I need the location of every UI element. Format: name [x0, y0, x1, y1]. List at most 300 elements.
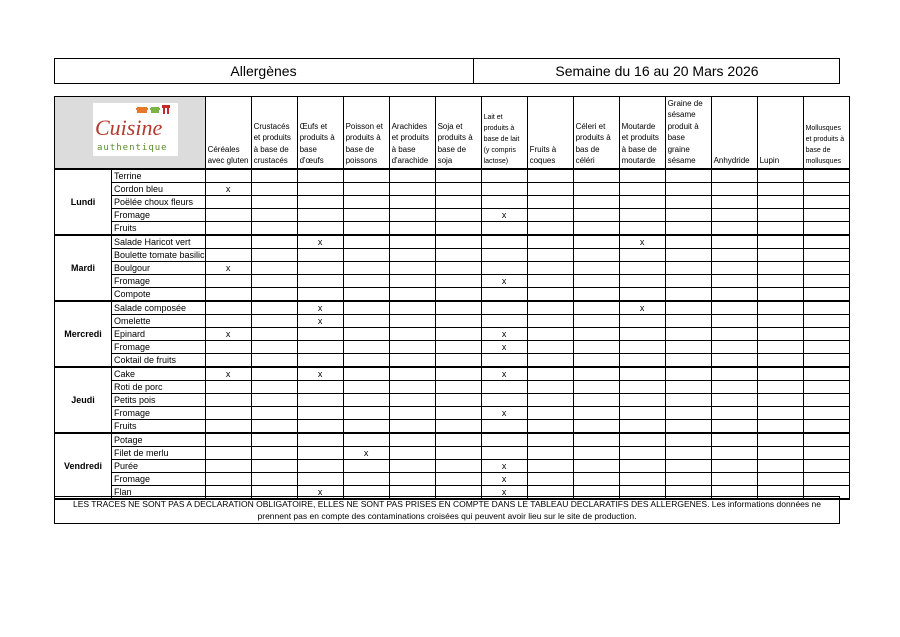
allergen-column-header: Poisson et produits à base de poissons — [343, 97, 389, 169]
allergen-mark-cell — [757, 287, 803, 301]
allergen-mark-cell — [251, 459, 297, 472]
allergen-mark-cell — [205, 393, 251, 406]
allergen-mark-cell — [573, 287, 619, 301]
allergen-mark-cell: x — [343, 446, 389, 459]
allergen-mark-cell — [205, 472, 251, 485]
dish-label: Fromage — [112, 406, 206, 419]
allergen-mark-cell — [619, 287, 665, 301]
allergen-mark-cell — [665, 419, 711, 433]
allergen-mark-cell — [205, 235, 251, 249]
allergen-mark-cell — [343, 287, 389, 301]
allergen-mark-cell — [435, 195, 481, 208]
allergen-mark-cell — [665, 433, 711, 447]
allergen-mark-cell — [573, 340, 619, 353]
allergen-mark-cell — [711, 169, 757, 183]
allergen-mark-cell — [803, 261, 849, 274]
allergen-mark-cell — [251, 301, 297, 315]
allergen-mark-cell: x — [619, 301, 665, 315]
allergen-mark-cell — [251, 406, 297, 419]
allergen-column-header: Céleri et produits à bas de céléri — [573, 97, 619, 169]
allergen-mark-cell — [251, 314, 297, 327]
allergen-mark-cell — [481, 314, 527, 327]
table-row — [55, 340, 850, 353]
allergen-mark-cell — [205, 221, 251, 235]
allergen-mark-cell: x — [481, 274, 527, 287]
allergen-mark-cell — [297, 248, 343, 261]
allergen-mark-cell — [251, 221, 297, 235]
allergen-mark-cell — [205, 301, 251, 315]
allergen-column-header: Soja et produits à base de soja — [435, 97, 481, 169]
table-row — [55, 261, 850, 274]
dish-label: Fromage — [112, 340, 206, 353]
allergen-mark-cell — [803, 406, 849, 419]
allergen-mark-cell — [619, 446, 665, 459]
allergen-mark-cell — [803, 287, 849, 301]
allergen-mark-cell — [711, 221, 757, 235]
allergen-mark-cell — [481, 195, 527, 208]
day-label: Mardi — [55, 235, 112, 301]
allergen-mark-cell — [527, 261, 573, 274]
allergen-mark-cell — [665, 314, 711, 327]
allergen-mark-cell — [711, 459, 757, 472]
allergen-mark-cell — [527, 472, 573, 485]
allergen-mark-cell — [205, 248, 251, 261]
allergen-mark-cell — [619, 208, 665, 221]
dish-label: Boulgour — [112, 261, 206, 274]
allergen-table — [54, 96, 850, 500]
allergen-mark-cell — [803, 195, 849, 208]
allergen-mark-cell — [757, 327, 803, 340]
allergen-mark-cell — [665, 274, 711, 287]
dish-label: Salade Haricot vert — [112, 235, 206, 249]
day-label: Lundi — [55, 169, 112, 235]
allergen-mark-cell — [527, 195, 573, 208]
table-row — [55, 353, 850, 367]
allergen-mark-cell — [757, 419, 803, 433]
allergen-mark-cell — [757, 208, 803, 221]
allergen-mark-cell — [251, 367, 297, 381]
allergen-mark-cell — [435, 327, 481, 340]
allergen-mark-cell — [435, 261, 481, 274]
allergen-mark-cell — [665, 221, 711, 235]
allergen-mark-cell — [665, 195, 711, 208]
allergen-mark-cell — [343, 353, 389, 367]
day-label: Mercredi — [55, 301, 112, 367]
allergen-mark-cell — [619, 433, 665, 447]
allergen-mark-cell — [527, 169, 573, 183]
allergen-mark-cell — [711, 274, 757, 287]
allergen-mark-cell — [205, 406, 251, 419]
allergen-mark-cell — [803, 169, 849, 183]
allergen-mark-cell — [527, 274, 573, 287]
allergen-mark-cell: x — [481, 406, 527, 419]
allergen-mark-cell — [205, 353, 251, 367]
allergen-mark-cell — [251, 353, 297, 367]
allergen-mark-cell — [389, 406, 435, 419]
allergen-mark-cell — [297, 261, 343, 274]
allergen-mark-cell: x — [481, 340, 527, 353]
allergen-mark-cell — [803, 327, 849, 340]
allergen-mark-cell — [573, 208, 619, 221]
allergen-mark-cell — [435, 182, 481, 195]
allergen-mark-cell — [343, 208, 389, 221]
allergen-mark-cell — [205, 340, 251, 353]
allergen-mark-cell — [343, 235, 389, 249]
allergen-mark-cell — [527, 433, 573, 447]
dish-label: Petits pois — [112, 393, 206, 406]
allergen-mark-cell — [205, 459, 251, 472]
allergen-mark-cell — [481, 221, 527, 235]
allergen-mark-cell — [251, 472, 297, 485]
table-row — [55, 314, 850, 327]
allergen-mark-cell — [251, 261, 297, 274]
allergen-mark-cell — [251, 248, 297, 261]
allergen-mark-cell — [343, 261, 389, 274]
allergen-mark-cell — [251, 287, 297, 301]
allergen-mark-cell — [803, 472, 849, 485]
allergen-mark-cell — [343, 393, 389, 406]
table-row — [55, 208, 850, 221]
footer-note: LES TRACES NE SONT PAS A DECLARATION OBLIGATOIRE, ELLES NE SONT PAS PRISES EN COMPTE DANS LE TABLEAU DECLARATIFS DES ALLERGENES. Les informations données ne prennent pas en compte des contaminations croisées qui peuvent avoir lieu sur le site de production. — [54, 496, 840, 524]
allergen-mark-cell — [757, 393, 803, 406]
allergen-mark-cell — [527, 314, 573, 327]
allergen-mark-cell — [251, 235, 297, 249]
logo-cell — [55, 97, 206, 169]
dish-label: Poëlée choux fleurs — [112, 195, 206, 208]
table-row — [55, 446, 850, 459]
allergen-mark-cell — [573, 274, 619, 287]
allergen-mark-cell — [711, 433, 757, 447]
allergen-mark-cell — [757, 274, 803, 287]
allergen-mark-cell — [711, 340, 757, 353]
allergen-mark-cell — [527, 327, 573, 340]
allergen-mark-cell — [619, 248, 665, 261]
allergen-mark-cell — [297, 208, 343, 221]
allergen-mark-cell: x — [619, 235, 665, 249]
allergen-mark-cell — [343, 301, 389, 315]
allergen-mark-cell — [665, 287, 711, 301]
allergen-mark-cell — [251, 208, 297, 221]
allergen-mark-cell — [251, 274, 297, 287]
allergen-mark-cell — [297, 182, 343, 195]
allergen-mark-cell — [251, 169, 297, 183]
allergen-mark-cell — [343, 221, 389, 235]
dish-label: Terrine — [112, 169, 206, 183]
allergen-mark-cell — [803, 459, 849, 472]
allergen-mark-cell — [481, 248, 527, 261]
allergen-mark-cell — [389, 433, 435, 447]
allergen-mark-cell — [757, 248, 803, 261]
allergen-mark-cell — [343, 472, 389, 485]
allergen-mark-cell — [205, 380, 251, 393]
allergen-mark-cell — [205, 446, 251, 459]
allergen-mark-cell — [757, 353, 803, 367]
allergen-mark-cell — [803, 208, 849, 221]
allergen-mark-cell — [711, 261, 757, 274]
allergen-mark-cell — [481, 301, 527, 315]
allergen-mark-cell — [205, 208, 251, 221]
allergen-mark-cell — [481, 393, 527, 406]
allergen-mark-cell — [389, 301, 435, 315]
allergen-mark-cell — [619, 221, 665, 235]
allergen-mark-cell — [389, 274, 435, 287]
allergen-mark-cell — [573, 195, 619, 208]
allergen-mark-cell — [205, 287, 251, 301]
allergen-mark-cell — [389, 169, 435, 183]
allergen-mark-cell — [619, 274, 665, 287]
allergen-mark-cell — [251, 393, 297, 406]
allergen-mark-cell: x — [297, 367, 343, 381]
allergen-mark-cell — [343, 182, 389, 195]
allergen-mark-cell — [757, 221, 803, 235]
allergen-mark-cell — [527, 301, 573, 315]
allergen-column-header: Arachides et produits à base d'arachide — [389, 97, 435, 169]
allergen-mark-cell — [665, 182, 711, 195]
allergen-mark-cell — [619, 380, 665, 393]
allergen-mark-cell — [205, 274, 251, 287]
allergen-mark-cell — [435, 353, 481, 367]
allergen-mark-cell — [665, 248, 711, 261]
allergen-mark-cell — [389, 327, 435, 340]
allergen-mark-cell — [251, 182, 297, 195]
allergen-mark-cell — [711, 195, 757, 208]
dish-label: Compote — [112, 287, 206, 301]
allergen-mark-cell — [573, 367, 619, 381]
allergen-mark-cell — [297, 380, 343, 393]
allergen-mark-cell — [527, 459, 573, 472]
cuisine-authentique-logo — [57, 97, 201, 163]
allergen-mark-cell — [389, 195, 435, 208]
allergen-mark-cell — [251, 446, 297, 459]
dish-label: Fruits — [112, 419, 206, 433]
allergen-mark-cell — [389, 380, 435, 393]
allergen-mark-cell — [619, 419, 665, 433]
allergen-column-header: Graine de sésame produit à base graine sésame — [665, 97, 711, 169]
allergen-mark-cell — [297, 353, 343, 367]
allergen-mark-cell — [573, 182, 619, 195]
allergen-column-header: Lupin — [757, 97, 803, 169]
allergen-mark-cell — [803, 274, 849, 287]
allergen-mark-cell — [435, 393, 481, 406]
allergen-mark-cell — [527, 248, 573, 261]
allergen-mark-cell — [803, 301, 849, 315]
table-row — [55, 406, 850, 419]
allergen-mark-cell — [573, 327, 619, 340]
allergen-mark-cell: x — [481, 208, 527, 221]
allergen-mark-cell — [481, 235, 527, 249]
allergen-mark-cell — [343, 274, 389, 287]
allergen-mark-cell — [481, 287, 527, 301]
allergen-mark-cell — [527, 419, 573, 433]
allergen-mark-cell — [527, 446, 573, 459]
allergen-mark-cell — [297, 221, 343, 235]
allergen-mark-cell — [665, 340, 711, 353]
allergen-column-header: Œufs et produits à base d'œufs — [297, 97, 343, 169]
allergen-mark-cell — [573, 248, 619, 261]
allergen-mark-cell — [297, 459, 343, 472]
allergen-mark-cell — [251, 433, 297, 447]
allergen-mark-cell — [757, 459, 803, 472]
allergen-mark-cell — [435, 301, 481, 315]
allergen-mark-cell — [573, 459, 619, 472]
allergen-mark-cell — [527, 208, 573, 221]
allergen-mark-cell — [389, 314, 435, 327]
allergen-mark-cell — [573, 353, 619, 367]
table-row — [55, 327, 850, 340]
allergen-mark-cell — [389, 340, 435, 353]
allergen-column-header: Fruits à coques — [527, 97, 573, 169]
allergen-mark-cell — [665, 393, 711, 406]
allergen-mark-cell — [711, 367, 757, 381]
allergen-column-header: Céréales avec gluten — [205, 97, 251, 169]
allergen-mark-cell — [711, 353, 757, 367]
allergen-mark-cell — [665, 380, 711, 393]
allergen-mark-cell — [803, 248, 849, 261]
table-row — [55, 380, 850, 393]
day-label: Jeudi — [55, 367, 112, 433]
allergen-mark-cell — [803, 367, 849, 381]
allergen-mark-cell — [757, 433, 803, 447]
dish-label: Epinard — [112, 327, 206, 340]
logo-text-sub: authentique — [97, 143, 168, 153]
allergen-mark-cell — [619, 472, 665, 485]
allergen-mark-cell — [389, 459, 435, 472]
allergen-mark-cell — [573, 261, 619, 274]
allergen-mark-cell — [343, 459, 389, 472]
allergen-mark-cell — [757, 182, 803, 195]
allergen-mark-cell — [389, 446, 435, 459]
dish-label: Cordon bleu — [112, 182, 206, 195]
allergen-mark-cell — [711, 393, 757, 406]
allergen-mark-cell — [573, 235, 619, 249]
allergen-mark-cell — [665, 459, 711, 472]
allergen-mark-cell — [573, 301, 619, 315]
page-title: Allergènes — [230, 63, 297, 79]
allergen-mark-cell — [757, 472, 803, 485]
allergen-mark-cell — [527, 353, 573, 367]
allergen-mark-cell: x — [205, 261, 251, 274]
allergen-mark-cell — [573, 221, 619, 235]
allergen-column-header: Mollusques et produits à base de mollusques — [803, 97, 849, 169]
allergen-mark-cell — [389, 353, 435, 367]
allergen-mark-cell — [389, 287, 435, 301]
allergen-column-header: Anhydride — [711, 97, 757, 169]
allergen-mark-cell — [757, 314, 803, 327]
allergen-mark-cell: x — [481, 459, 527, 472]
day-label: Vendredi — [55, 433, 112, 499]
allergen-mark-cell — [665, 353, 711, 367]
allergen-mark-cell — [527, 235, 573, 249]
allergen-mark-cell — [573, 433, 619, 447]
dish-label: Filet de merlu — [112, 446, 206, 459]
allergen-mark-cell — [619, 393, 665, 406]
allergen-mark-cell — [343, 340, 389, 353]
allergen-mark-cell — [389, 248, 435, 261]
allergen-mark-cell — [297, 472, 343, 485]
allergen-mark-cell — [665, 261, 711, 274]
allergen-mark-cell — [481, 380, 527, 393]
allergen-mark-cell — [573, 406, 619, 419]
allergen-mark-cell — [711, 301, 757, 315]
dish-label: Boulette tomate basilic — [112, 248, 206, 261]
allergen-mark-cell — [757, 301, 803, 315]
allergen-mark-cell — [251, 419, 297, 433]
allergen-mark-cell — [527, 287, 573, 301]
allergen-mark-cell — [205, 433, 251, 447]
allergen-mark-cell — [297, 327, 343, 340]
allergen-mark-cell — [205, 169, 251, 183]
allergen-mark-cell — [665, 327, 711, 340]
allergen-mark-cell — [343, 367, 389, 381]
allergen-mark-cell — [481, 433, 527, 447]
allergen-mark-cell — [297, 433, 343, 447]
allergen-mark-cell — [803, 314, 849, 327]
allergen-mark-cell — [757, 195, 803, 208]
allergen-mark-cell — [619, 406, 665, 419]
allergen-mark-cell — [297, 446, 343, 459]
dish-label: Fromage — [112, 208, 206, 221]
allergen-mark-cell — [711, 327, 757, 340]
allergen-mark-cell — [343, 195, 389, 208]
allergen-mark-cell — [251, 380, 297, 393]
allergen-mark-cell — [619, 169, 665, 183]
allergen-mark-cell — [343, 380, 389, 393]
allergen-mark-cell — [803, 433, 849, 447]
allergen-mark-cell — [619, 459, 665, 472]
allergen-mark-cell — [435, 472, 481, 485]
allergen-mark-cell — [711, 419, 757, 433]
allergen-mark-cell — [619, 353, 665, 367]
table-row — [55, 287, 850, 301]
table-row — [55, 274, 850, 287]
allergen-mark-cell — [435, 459, 481, 472]
table-row — [55, 221, 850, 235]
allergen-mark-cell — [711, 287, 757, 301]
allergen-mark-cell: x — [297, 301, 343, 315]
allergen-mark-cell — [435, 274, 481, 287]
allergen-mark-cell — [205, 419, 251, 433]
allergen-mark-cell — [435, 446, 481, 459]
allergen-mark-cell — [389, 393, 435, 406]
allergen-mark-cell — [251, 327, 297, 340]
allergen-column-header: Moutarde et produits à base de moutarde — [619, 97, 665, 169]
allergen-mark-cell — [757, 340, 803, 353]
allergen-mark-cell — [205, 314, 251, 327]
allergen-mark-cell: x — [297, 314, 343, 327]
allergen-mark-cell — [435, 406, 481, 419]
allergen-mark-cell — [435, 314, 481, 327]
allergen-mark-cell — [757, 261, 803, 274]
dish-label: Coktail de fruits — [112, 353, 206, 367]
allergen-mark-cell — [343, 419, 389, 433]
table-row — [55, 235, 850, 249]
allergen-mark-cell — [711, 472, 757, 485]
allergen-mark-cell — [573, 472, 619, 485]
allergen-mark-cell — [435, 221, 481, 235]
allergen-mark-cell — [619, 327, 665, 340]
allergen-mark-cell — [619, 182, 665, 195]
allergen-mark-cell: x — [481, 367, 527, 381]
allergen-mark-cell — [711, 235, 757, 249]
allergen-mark-cell — [297, 393, 343, 406]
allergen-mark-cell — [803, 182, 849, 195]
allergen-mark-cell — [297, 406, 343, 419]
allergen-mark-cell — [435, 367, 481, 381]
allergen-mark-cell — [619, 261, 665, 274]
allergen-mark-cell — [757, 446, 803, 459]
table-row — [55, 195, 850, 208]
allergen-mark-cell: x — [481, 485, 527, 499]
